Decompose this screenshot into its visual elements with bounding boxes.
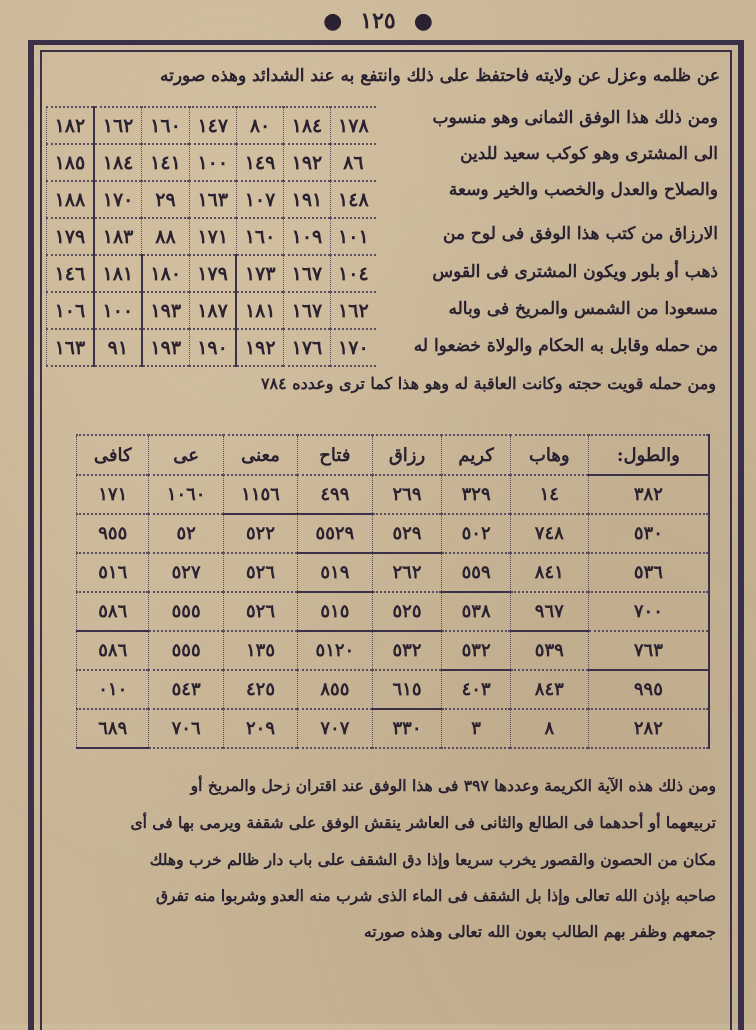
table-cell: ١٦٠	[142, 107, 189, 144]
table-cell: ١٦٣	[47, 329, 94, 366]
table-cell: ١٨٥	[47, 144, 94, 181]
table-cell: ٤٢٥	[223, 670, 297, 709]
text-line: مسعودا من الشمس والمريخ فى وباله	[448, 299, 718, 319]
table-cell: ٥١٥	[298, 592, 372, 631]
text-line: والصلاح والعدل والخصب والخير وسعة	[448, 180, 718, 200]
table-cell: ١٩٢	[284, 144, 331, 181]
text-line: صاحبه بإذن الله تعالى وإذا بل الشقف فى الماء الذى شرب منه العدو وشربوا منه تفرق	[156, 886, 716, 905]
table-cell: ٩٦٧	[510, 592, 588, 631]
table-cell: ١٧٩	[47, 218, 94, 255]
table-cell: ٥٨٦	[77, 631, 149, 670]
page-number: ١٢٥	[360, 8, 396, 34]
table-cell: ٥٣٢	[442, 631, 510, 670]
text-line: ومن ذلك هذه الآية الكريمة وعددها ٣٩٧ فى هذا الوفق عند اقتران زحل والمريخ أو	[190, 776, 716, 795]
table-cell: ١٧٠	[94, 181, 142, 218]
table-row	[77, 670, 710, 709]
table-cell: ٨٤١	[510, 553, 588, 592]
text-line: الارزاق من كتب هذا الوفق فى لوح من	[442, 224, 718, 244]
table-cell: ١٠٠	[189, 144, 236, 181]
table-cell: ٢٦٢	[372, 553, 442, 592]
names-table	[76, 434, 710, 749]
table-cell: ١٠٠	[94, 292, 142, 329]
table-cell: ١٧٨	[330, 107, 376, 144]
table-cell: ٥٢٢	[223, 514, 297, 553]
table-cell: ١٨٨	[47, 181, 94, 218]
table-row	[77, 709, 710, 748]
table-cell: ١٨٤	[284, 107, 331, 144]
table-cell: ٨٠	[236, 107, 283, 144]
table-cell: ١٦٧	[284, 255, 331, 292]
text-line: من حمله وقابل به الحكام والولاة خضعوا له	[413, 336, 718, 356]
table-cell: ٣٨٢	[588, 475, 709, 514]
table-cell: ٩١	[94, 329, 142, 366]
table-cell: ٥٣٢	[372, 631, 442, 670]
table-cell: ٨٤٣	[510, 670, 588, 709]
table-cell: ١٠٤	[330, 255, 376, 292]
table-cell: ٥٥٥	[149, 631, 223, 670]
table-cell: ٥١٢٠	[298, 631, 372, 670]
magic-square-table	[46, 106, 376, 367]
table-cell: ١٩١	[284, 181, 331, 218]
table-cell: ١٧٩	[189, 255, 236, 292]
table-cell: ٠١٠	[77, 670, 149, 709]
text-line: تربيعهما أو أحدهما فى الطالع والثانى فى العاشر ينقش الوفق على شقفة ويرمى بها فى أى	[130, 813, 716, 832]
table-cell: ١٩٢	[236, 329, 283, 366]
table-row	[77, 514, 710, 553]
table-cell: ١٩٠	[189, 329, 236, 366]
table-row	[47, 107, 377, 144]
page-header	[0, 6, 756, 36]
text-line: الى المشترى وهو كوكب سعيد للدين	[460, 144, 718, 164]
table-cell: ١٦٣	[189, 181, 236, 218]
table-cell: ١٦٠	[236, 218, 283, 255]
table-cell: ١٠١	[330, 218, 376, 255]
column-header: عى	[149, 435, 223, 475]
table-cell: ١٨٤	[94, 144, 142, 181]
table-row	[77, 553, 710, 592]
column-header: معنى	[223, 435, 297, 475]
table-cell: ٥٣٨	[442, 592, 510, 631]
table-cell: ٥٢٥	[372, 592, 442, 631]
table-cell: ٩٥٥	[77, 514, 149, 553]
table-cell: ١٠٩	[284, 218, 331, 255]
table-row	[77, 475, 710, 514]
table-cell: ٦٨٩	[77, 709, 149, 748]
table-cell: ٥٥٥	[149, 592, 223, 631]
table-cell: ٥٠٢	[442, 514, 510, 553]
table-cell: ٥١٩	[298, 553, 372, 592]
table-cell: ٢٨٢	[588, 709, 709, 748]
table-cell: ٣	[442, 709, 510, 748]
table-cell: ٥١٦	[77, 553, 149, 592]
table-cell: ١٨٣	[94, 218, 142, 255]
table-header-row	[77, 435, 710, 475]
table-row	[47, 292, 377, 329]
table-cell: ٢٠٩	[223, 709, 297, 748]
table-cell: ٧٦٣	[588, 631, 709, 670]
table-cell: ٥٣٠	[588, 514, 709, 553]
table-cell: ١٦٧	[284, 292, 331, 329]
table-row	[47, 255, 377, 292]
table-cell: ١٨٢	[47, 107, 94, 144]
table-cell: ٤٩٩	[298, 475, 372, 514]
table-cell: ٥٣٩	[510, 631, 588, 670]
text-line: جمعهم وظفر بهم الطالب بعون الله تعالى وهذه صورته	[363, 922, 716, 941]
table-cell: ١٩٣	[142, 329, 189, 366]
table-row	[47, 218, 377, 255]
table-cell: ١٨٠	[142, 255, 189, 292]
table-cell: ٣٢٩	[442, 475, 510, 514]
table-row	[47, 329, 377, 366]
table-cell: ٥٥٩	[442, 553, 510, 592]
text-line: ذهب أو بلور ويكون المشترى فى القوس	[432, 262, 718, 282]
table-cell: ٣٣٠	[372, 709, 442, 748]
table-cell: ١٧٦	[284, 329, 331, 366]
text-line: ومن ذلك هذا الوفق الثمانى وهو منسوب	[432, 108, 718, 128]
table-cell: ١٤٧	[189, 107, 236, 144]
table-cell: ١٠٧	[236, 181, 283, 218]
table-cell: ٢٦٩	[372, 475, 442, 514]
text-line-top: عن ظلمه وعزل عن ولايته فاحتفظ على ذلك وانتفع به عند الشدائد وهذه صورته	[159, 66, 720, 86]
table-cell: ٥٢٦	[223, 592, 297, 631]
table-cell: ١٨١	[236, 292, 283, 329]
table-cell: ١٦٢	[330, 292, 376, 329]
table-cell: ٥٢٩	[372, 514, 442, 553]
table-cell: ٧٠٠	[588, 592, 709, 631]
ornament-right-icon: ●	[413, 8, 433, 34]
table-cell: ١٦٢	[94, 107, 142, 144]
table-cell: ٤٠٣	[442, 670, 510, 709]
table-cell: ٨٥٥	[298, 670, 372, 709]
table-cell: ١٩٣	[142, 292, 189, 329]
table-cell: ٥٢	[149, 514, 223, 553]
table-row	[77, 592, 710, 631]
table-cell: ٥٤٣	[149, 670, 223, 709]
table-row	[47, 144, 377, 181]
column-header: كافى	[77, 435, 149, 475]
column-header: كريم	[442, 435, 510, 475]
table-cell: ١٤١	[142, 144, 189, 181]
table-cell: ١٧٣	[236, 255, 283, 292]
table-cell: ١٤٦	[47, 255, 94, 292]
table-cell: ١٨٧	[189, 292, 236, 329]
table-cell: ١٤	[510, 475, 588, 514]
table-cell: ٥٨٦	[77, 592, 149, 631]
table-cell: ١٧١	[77, 475, 149, 514]
table-cell: ٥٥٢٩	[298, 514, 372, 553]
table-cell: ٦١٥	[372, 670, 442, 709]
table-cell: ١٤٨	[330, 181, 376, 218]
table-cell: ٨	[510, 709, 588, 748]
table-cell: ١٧١	[189, 218, 236, 255]
table-cell: ٥٢٧	[149, 553, 223, 592]
table-cell: ٧٠٧	[298, 709, 372, 748]
table-cell: ٥٣٦	[588, 553, 709, 592]
table-row	[77, 631, 710, 670]
table-cell: ٧٤٨	[510, 514, 588, 553]
column-header: فتاح	[298, 435, 372, 475]
table-cell: ١٠٦٠	[149, 475, 223, 514]
column-header: والطول:	[588, 435, 709, 475]
table-cell: ١٤٩	[236, 144, 283, 181]
table-cell: ٩٩٥	[588, 670, 709, 709]
table-cell: ١٨١	[94, 255, 142, 292]
table-cell: ٧٠٦	[149, 709, 223, 748]
text-line-after-table: ومن حمله قويت حجته وكانت العاقبة له وهو هذا كما ترى وعدده ٧٨٤	[260, 374, 716, 393]
text-line: مكان من الحصون والقصور يخرب سريعا وإذا دق الشقف على باب دار ظالم خرب وهلك	[149, 850, 716, 869]
column-header: رزاق	[372, 435, 442, 475]
table-cell: ٨٦	[330, 144, 376, 181]
column-header: وهاب	[510, 435, 588, 475]
table-cell: ٨٨	[142, 218, 189, 255]
ornament-left-icon: ●	[323, 8, 343, 34]
table-cell: ١٠٦	[47, 292, 94, 329]
table-cell: ٢٩	[142, 181, 189, 218]
table-cell: ١٣٥	[223, 631, 297, 670]
table-cell: ١٧٠	[330, 329, 376, 366]
table-row	[47, 181, 377, 218]
table-cell: ١١٥٦	[223, 475, 297, 514]
table-cell: ٥٢٦	[223, 553, 297, 592]
